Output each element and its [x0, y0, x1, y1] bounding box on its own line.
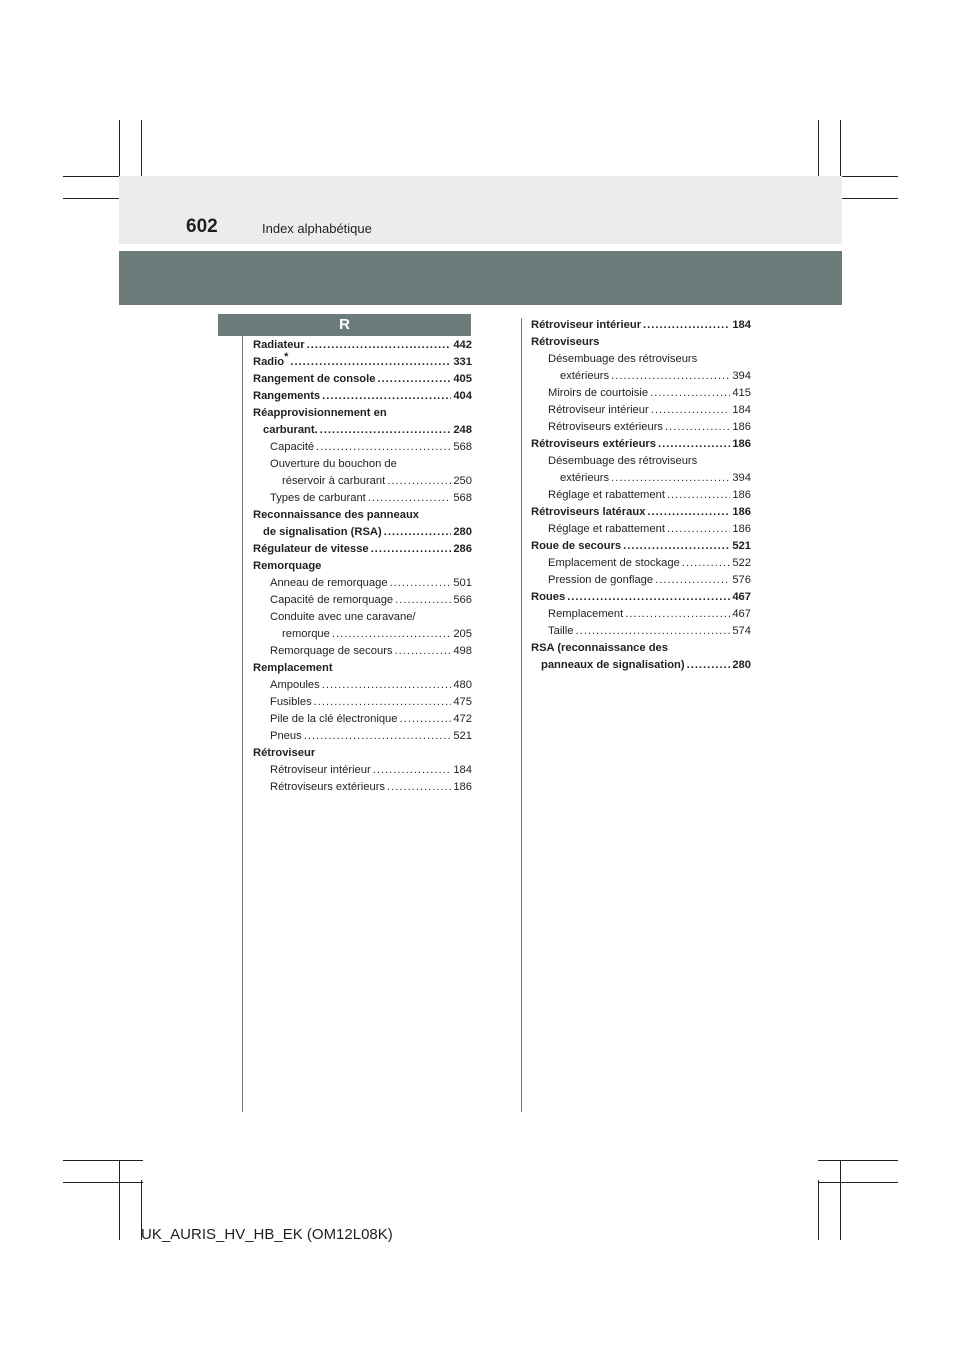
index-page-ref: 186 — [732, 438, 751, 450]
dot-leader — [384, 524, 452, 541]
dot-leader — [395, 643, 452, 660]
document-code: UK_AURIS_HV_HB_EK (OM12L08K) — [141, 1226, 393, 1243]
dot-leader — [377, 371, 451, 388]
index-entry — [253, 388, 472, 405]
index-page-ref: 394 — [732, 370, 751, 382]
index-page-ref: 205 — [453, 628, 472, 640]
index-page-ref: 521 — [732, 540, 751, 552]
index-entry-text: carburant. — [263, 424, 318, 436]
dot-leader — [567, 589, 730, 606]
index-entry-text: Miroirs de courtoisie — [548, 387, 649, 399]
column-rule-right — [521, 318, 522, 1112]
index-page-ref: 404 — [453, 390, 472, 402]
index-entry-text: Rétroviseurs extérieurs — [270, 781, 386, 793]
index-page-ref: 498 — [453, 645, 472, 657]
dot-leader — [611, 470, 730, 487]
crop-mark — [818, 1160, 898, 1161]
index-page-ref: 576 — [732, 574, 751, 586]
index-entry — [531, 351, 751, 368]
index-page-ref: 280 — [732, 659, 751, 671]
index-page-ref: 186 — [732, 489, 751, 501]
index-page-ref: 467 — [732, 608, 751, 620]
index-entry — [531, 589, 751, 606]
index-entry — [531, 555, 751, 572]
index-entry-text: Pneus — [270, 730, 302, 742]
index-page-ref: 186 — [453, 781, 472, 793]
index-entry-text: Types de carburant — [270, 492, 366, 504]
dot-leader — [655, 572, 730, 589]
index-entry-text: Régulateur de vitesse — [253, 543, 369, 555]
crop-mark — [818, 1180, 819, 1240]
index-entry — [253, 524, 472, 541]
dot-leader — [387, 473, 451, 490]
index-page-ref: 248 — [453, 424, 472, 436]
index-entry — [253, 677, 472, 694]
index-page-ref: 280 — [453, 526, 472, 538]
index-entry-text: Réglage et rabattement — [548, 523, 665, 535]
index-entry-text: Roue de secours — [531, 540, 622, 552]
index-page-ref: 331 — [453, 356, 472, 368]
index-entry — [253, 558, 472, 575]
crop-mark — [840, 1160, 841, 1240]
index-entry-text: réservoir à carburant — [282, 475, 386, 487]
index-entry-text: Remorquage — [253, 560, 322, 572]
dot-leader — [322, 388, 451, 405]
index-entry — [253, 541, 472, 558]
index-entry — [253, 694, 472, 711]
index-entry-text: Ampoules — [270, 679, 320, 691]
index-entry — [253, 779, 472, 796]
index-entry-text: Emplacement de stockage — [548, 557, 680, 569]
dot-leader — [304, 728, 452, 745]
index-entry — [253, 490, 472, 507]
dot-leader — [395, 592, 451, 609]
index-entry — [253, 351, 472, 371]
index-entry-text: RSA (reconnaissance des — [531, 642, 668, 654]
dot-leader — [387, 779, 451, 796]
index-entry-text: Pile de la clé électronique — [270, 713, 398, 725]
index-entry — [253, 371, 472, 388]
index-entry — [531, 487, 751, 504]
index-entry-text: Ouverture du bouchon de — [270, 458, 397, 470]
index-page-ref: 472 — [453, 713, 472, 725]
index-entry — [253, 456, 472, 473]
index-entry — [253, 609, 472, 626]
index-entry — [531, 538, 751, 555]
index-entry — [531, 385, 751, 402]
index-entry — [253, 762, 472, 779]
index-entry — [531, 657, 751, 674]
dot-leader — [290, 354, 451, 371]
dot-leader — [682, 555, 730, 572]
index-page-ref: 521 — [453, 730, 472, 742]
column-rule-left — [242, 336, 243, 1112]
index-entry — [531, 572, 751, 589]
dot-leader — [320, 422, 452, 439]
index-entry — [531, 470, 751, 487]
index-page-ref: 186 — [732, 421, 751, 433]
index-entry-text: Rétroviseurs — [531, 336, 600, 348]
index-column-left — [253, 337, 472, 796]
index-page-ref: 568 — [453, 492, 472, 504]
index-entry — [531, 521, 751, 538]
index-entry-text: Capacité de remorquage — [270, 594, 394, 606]
dot-leader — [667, 521, 730, 538]
index-page-ref: 286 — [453, 543, 472, 555]
index-entry — [531, 623, 751, 640]
index-page-ref: 186 — [732, 506, 751, 518]
index-entry-text: Radio — [253, 356, 285, 368]
index-entry-text: Rétroviseurs latéraux — [531, 506, 646, 518]
index-entry-text: Capacité — [270, 441, 315, 453]
index-entry — [253, 422, 472, 439]
index-entry-text: Remplacement — [548, 608, 624, 620]
index-entry-text: Rétroviseurs extérieurs — [531, 438, 656, 450]
index-entry-text: Reconnaissance des panneaux — [253, 509, 420, 521]
dot-leader — [576, 623, 731, 640]
index-page-ref: 442 — [453, 339, 472, 351]
page-number: 602 — [186, 216, 218, 237]
index-entry-text: Taille — [548, 625, 574, 637]
index-entry — [531, 504, 751, 521]
index-entry-text: Remorquage de secours — [270, 645, 393, 657]
dot-leader — [625, 606, 730, 623]
header-band — [119, 176, 842, 244]
dot-leader — [368, 490, 452, 507]
dot-leader — [651, 402, 731, 419]
dot-leader — [611, 368, 730, 385]
index-entry-text: Remplacement — [253, 662, 333, 674]
index-entry-text: Rétroviseur intérieur — [548, 404, 649, 416]
index-page-ref: 475 — [453, 696, 472, 708]
index-entry-text: Réglage et rabattement — [548, 489, 665, 501]
index-page-ref: 184 — [732, 404, 751, 416]
crop-mark — [119, 1160, 120, 1240]
index-entry — [253, 405, 472, 422]
dot-leader — [623, 538, 730, 555]
dot-leader — [373, 762, 452, 779]
index-entry — [531, 453, 751, 470]
section-letter-tab: R — [218, 314, 471, 336]
index-entry — [531, 334, 751, 351]
index-entry-text: Rétroviseur — [253, 747, 316, 759]
dot-leader — [665, 419, 730, 436]
index-entry — [253, 439, 472, 456]
index-page-ref: 501 — [453, 577, 472, 589]
crop-mark — [63, 1182, 143, 1183]
index-entry-text: extérieurs — [560, 370, 610, 382]
index-page-ref: 574 — [732, 625, 751, 637]
dot-leader — [687, 657, 731, 674]
index-entry — [531, 317, 751, 334]
crop-mark — [63, 1160, 143, 1161]
index-entry-text: Roues — [531, 591, 566, 603]
index-page-ref: 415 — [732, 387, 751, 399]
index-entry — [253, 473, 472, 490]
index-entry — [253, 660, 472, 677]
index-entry-text: Conduite avec une caravane/ — [270, 611, 416, 623]
dot-leader — [650, 385, 730, 402]
index-entry-text: Rangement de console — [253, 373, 376, 385]
index-entry-text: remorque — [282, 628, 330, 640]
index-column-right — [531, 317, 751, 674]
index-entry — [253, 575, 472, 592]
index-page-ref: 405 — [453, 373, 472, 385]
index-entry — [253, 592, 472, 609]
dot-leader — [667, 487, 730, 504]
index-entry-text: Radiateur — [253, 339, 305, 351]
dot-leader — [643, 317, 730, 334]
index-entry-text: Fusibles — [270, 696, 312, 708]
index-page-ref: 522 — [732, 557, 751, 569]
index-entry-text: Rétroviseur intérieur — [531, 319, 642, 331]
index-entry-text: Rétroviseur intérieur — [270, 764, 371, 776]
index-entry — [531, 436, 751, 453]
index-entry-text: Rangements — [253, 390, 321, 402]
index-entry-text: Désembuage des rétroviseurs — [548, 353, 698, 365]
index-entry — [253, 745, 472, 762]
index-page-ref: 186 — [732, 523, 751, 535]
index-page-ref: 184 — [453, 764, 472, 776]
index-page-ref: 568 — [453, 441, 472, 453]
index-entry — [531, 419, 751, 436]
index-page-ref: 467 — [732, 591, 751, 603]
index-entry-text: de signalisation (RSA) — [263, 526, 382, 538]
dot-leader — [322, 677, 452, 694]
dot-leader — [390, 575, 452, 592]
index-entry — [253, 507, 472, 524]
index-page-ref: 250 — [453, 475, 472, 487]
index-entry-text: Anneau de remorquage — [270, 577, 388, 589]
page-title: Index alphabétique — [262, 221, 372, 236]
index-page-ref: 394 — [732, 472, 751, 484]
index-entry — [531, 368, 751, 385]
index-entry-text: extérieurs — [560, 472, 610, 484]
index-entry — [253, 643, 472, 660]
index-entry — [253, 711, 472, 728]
index-page-ref: 184 — [732, 319, 751, 331]
section-band — [119, 251, 842, 305]
index-entry — [531, 402, 751, 419]
dot-leader — [647, 504, 730, 521]
dot-leader — [658, 436, 730, 453]
dot-leader — [332, 626, 451, 643]
crop-mark — [818, 1182, 898, 1183]
index-entry — [253, 626, 472, 643]
dot-leader — [307, 337, 452, 354]
dot-leader — [371, 541, 452, 558]
index-entry-text: Désembuage des rétroviseurs — [548, 455, 698, 467]
dot-leader — [400, 711, 452, 728]
index-entry-text: panneaux de signalisation) — [541, 659, 685, 671]
index-entry-text: Pression de gonflage — [548, 574, 654, 586]
index-entry — [253, 728, 472, 745]
index-entry — [531, 606, 751, 623]
dot-leader — [316, 439, 451, 456]
footnote-marker: * — [284, 351, 289, 363]
index-entry-text: Réapprovisionnement en — [253, 407, 387, 419]
index-entry — [531, 640, 751, 657]
dot-leader — [314, 694, 452, 711]
index-page-ref: 480 — [453, 679, 472, 691]
index-entry-text: Rétroviseurs extérieurs — [548, 421, 664, 433]
index-page-ref: 566 — [453, 594, 472, 606]
